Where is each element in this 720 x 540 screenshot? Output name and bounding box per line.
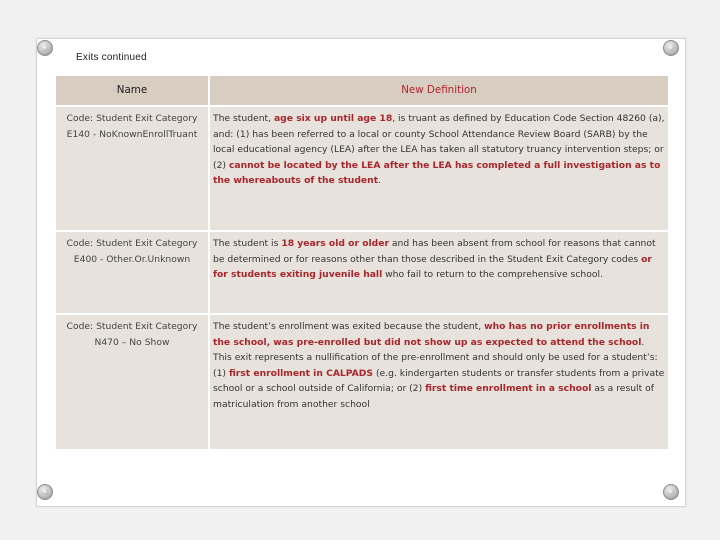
- pin-icon: [663, 40, 679, 56]
- name-column-header: Name: [56, 76, 209, 106]
- definition-cell: [209, 231, 668, 314]
- code-label: Code: Student Exit Category: [66, 113, 198, 124]
- slide-title: Exits continued: [76, 52, 147, 63]
- definition-text: The student,: [213, 113, 274, 124]
- table-row: [56, 106, 668, 231]
- code-cell: [56, 106, 209, 231]
- code-value: E140 - NoKnownEnrollTruant: [66, 128, 198, 140]
- pin-icon: [37, 484, 53, 500]
- definition-text: The student’s enrollment was exited because the student,: [213, 321, 485, 332]
- code-label: Code: Student Exit Category: [66, 238, 198, 249]
- definition-highlight: first enrollment in CALPADS: [228, 367, 374, 379]
- definition-highlight: or for students exiting juvenile hall: [213, 253, 652, 280]
- code-label: Code: Student Exit Category: [66, 321, 198, 332]
- definitions-table: [56, 76, 668, 451]
- definition-text: who fail to return to the comprehensive school.: [382, 269, 603, 280]
- pin-icon: [663, 484, 679, 500]
- definition-text: , is truant as defined by Education Code Section 48260 (a), and: (1) has been referred to a local or county School Attendance Review Board (SARB) by the local educational agency (LEA) after the LEA has taken all statutory truancy intervention steps; or (2): [213, 113, 665, 171]
- definition-text: .: [378, 175, 382, 186]
- code-value: E400 - Other.Or.Unknown: [73, 253, 191, 265]
- code-cell: [56, 314, 209, 450]
- definition-highlight: 18 years old or older: [281, 238, 389, 249]
- definition-text: (e.g. kindergarten students or transfer students from a private school or a school outside of California; or (2): [213, 367, 665, 394]
- definition-text: . This exit represents a nullification of the pre-enrollment and should only be used for a student’s: (1): [213, 336, 658, 379]
- code-value: N470 – No Show: [94, 336, 170, 348]
- definition-highlight: age six up until age 18: [273, 113, 393, 124]
- code-cell: [56, 231, 209, 314]
- definition-column-header: New Definition: [209, 76, 668, 106]
- definition-text: as a result of matriculation from another school: [213, 383, 654, 410]
- table-row: [56, 231, 668, 314]
- definition-highlight: cannot be located by the LEA after the LEA has completed a full investigation as to the whereabouts of the student: [213, 159, 661, 186]
- definition-highlight: first time enrollment in a school: [425, 383, 592, 394]
- definition-text: and has been absent from school for reasons that cannot be determined or for reasons other than those described in the Student Exit Category codes: [213, 238, 656, 265]
- table-header-row: [56, 76, 668, 106]
- pin-icon: [37, 40, 53, 56]
- table-row: [56, 314, 668, 450]
- definition-highlight: who has no prior enrollments in the school, was pre-enrolled but did not show up as expected to attend the school: [213, 321, 650, 348]
- definition-cell: [209, 106, 668, 231]
- definition-text: The student is: [213, 238, 282, 249]
- definition-cell: [209, 314, 668, 450]
